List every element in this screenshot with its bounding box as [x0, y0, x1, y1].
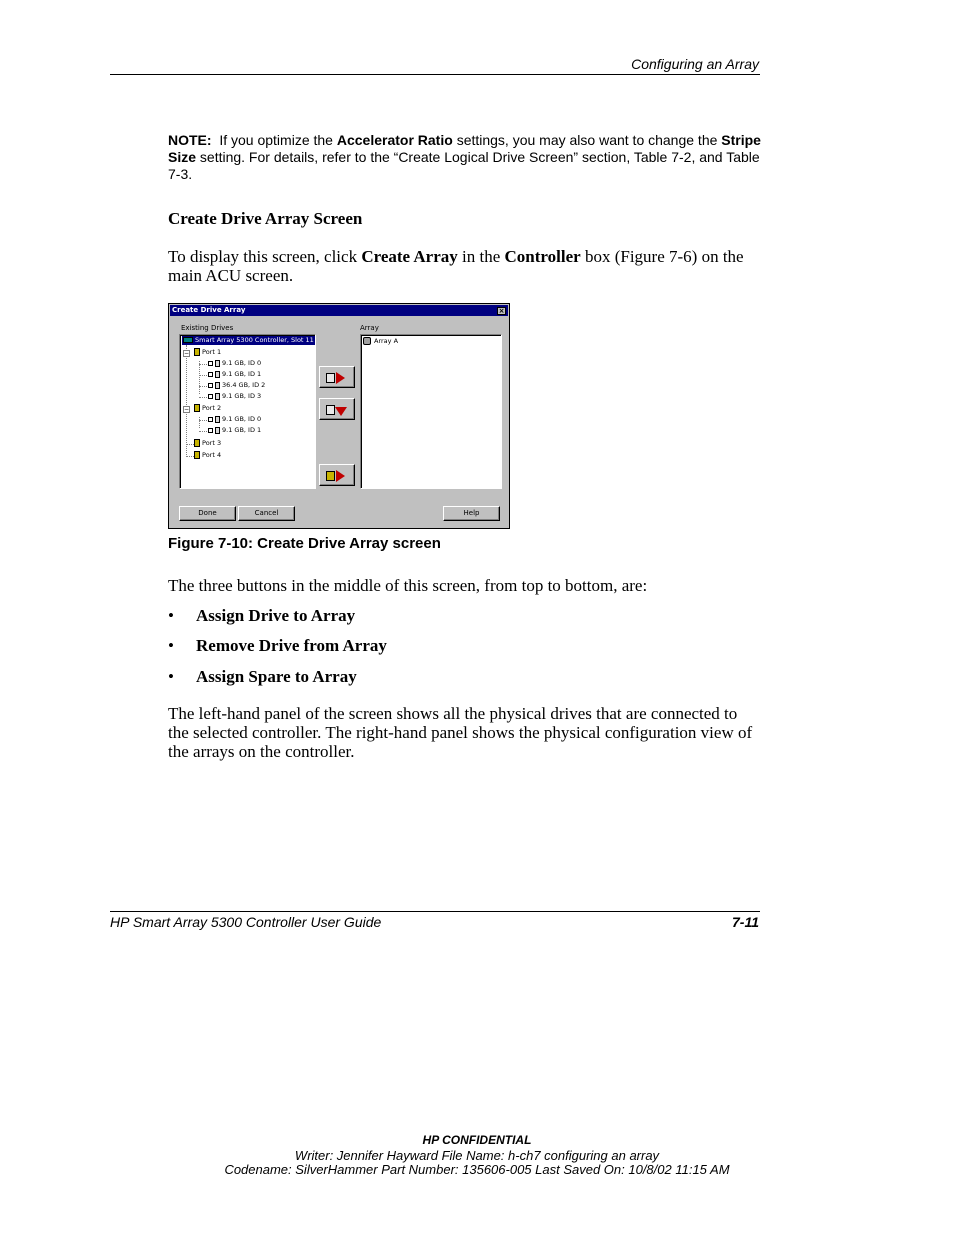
- dialog-title: Create Drive Array: [172, 306, 246, 314]
- note-term-accelerator-ratio: Accelerator Ratio: [336, 132, 453, 148]
- intro-term-controller: Controller: [504, 247, 581, 266]
- drive-checkbox[interactable]: [208, 417, 213, 422]
- tree-line: [199, 375, 207, 376]
- drive-icon: [326, 373, 335, 383]
- port-icon: [194, 404, 200, 412]
- assign-drive-button[interactable]: [319, 366, 355, 388]
- drive-icon: [215, 360, 220, 367]
- close-icon[interactable]: ×: [498, 307, 505, 315]
- tree-drive[interactable]: [208, 392, 261, 401]
- tree-drive[interactable]: [208, 359, 261, 368]
- help-button[interactable]: Help: [443, 506, 500, 521]
- existing-drives-label: Existing Drives: [181, 324, 234, 332]
- assign-spare-button[interactable]: [319, 464, 355, 486]
- create-drive-array-dialog: [168, 303, 510, 529]
- drive-label: 36.4 GB, ID 2: [222, 381, 266, 389]
- bullet-glyph: •: [168, 667, 174, 686]
- header-rule: [110, 74, 760, 75]
- drive-checkbox[interactable]: [208, 361, 213, 366]
- drive-checkbox[interactable]: [208, 383, 213, 388]
- arrow-right-icon: [336, 372, 345, 384]
- bullet-text: Remove Drive from Array: [196, 636, 387, 655]
- figure-caption: Figure 7-10: Create Drive Array screen: [168, 535, 441, 552]
- array-panel[interactable]: [360, 334, 502, 489]
- dialog-title-bar: [170, 305, 508, 316]
- drive-icon: [326, 405, 335, 415]
- tree-drive[interactable]: [208, 370, 261, 379]
- running-header: Configuring an Array: [631, 56, 759, 72]
- confidential-label: HP CONFIDENTIAL: [422, 1133, 532, 1147]
- drive-icon: [215, 371, 220, 378]
- tree-port[interactable]: [194, 451, 221, 460]
- tree-line: [199, 431, 207, 432]
- panels-paragraph: The left-hand panel of the screen shows all the physical drives that are connected to the selected controller. The right-hand panel shows the physical configuration view of the arrays on the controller.: [168, 704, 753, 761]
- note-text-2: settings, you may also want to change the: [456, 132, 718, 148]
- array-label: Array: [360, 324, 379, 332]
- collapse-icon[interactable]: −: [184, 406, 190, 413]
- port-icon: [194, 439, 200, 447]
- tree-line: [199, 417, 200, 428]
- cancel-button[interactable]: Cancel: [238, 506, 295, 521]
- port-label: Port 3: [202, 439, 222, 447]
- note-text-1: If you optimize the: [219, 132, 333, 148]
- note-text-3: setting. For details, refer to the “Create Logical Drive Screen” section, Table 7-2, and Table 7-3.: [168, 149, 760, 182]
- spare-drive-icon: [326, 471, 335, 481]
- remove-drive-button[interactable]: [319, 398, 355, 420]
- tree-line: [186, 456, 194, 457]
- bullet-text: Assign Spare to Array: [196, 667, 357, 686]
- existing-drives-panel[interactable]: [179, 334, 316, 489]
- array-icon: [363, 337, 371, 345]
- tree-line: [186, 444, 194, 445]
- arrow-down-icon: [335, 407, 347, 416]
- bullet-glyph: •: [168, 636, 174, 655]
- bullet-glyph: •: [168, 606, 174, 625]
- port-icon: [194, 451, 200, 459]
- tree-line: [186, 345, 187, 455]
- drive-label: 9.1 GB, ID 0: [222, 415, 262, 423]
- controller-label: Smart Array 5300 Controller, Slot 11: [195, 336, 314, 344]
- tree-controller[interactable]: [182, 336, 315, 345]
- intro-paragraph: [168, 247, 768, 285]
- drive-checkbox[interactable]: [208, 428, 213, 433]
- drive-label: 9.1 GB, ID 1: [222, 426, 262, 434]
- note-term-stripe-size: Stripe Size: [168, 132, 761, 165]
- tree-port[interactable]: [194, 348, 221, 357]
- tree-port[interactable]: [194, 404, 221, 413]
- controller-icon: [183, 337, 193, 343]
- tree-drive[interactable]: [208, 381, 265, 390]
- drive-checkbox[interactable]: [208, 372, 213, 377]
- footer-rule: [110, 911, 760, 912]
- port-label: Port 4: [202, 451, 222, 459]
- array-item[interactable]: [363, 337, 398, 346]
- tree-line: [199, 420, 207, 421]
- page-number: 7-11: [732, 914, 759, 930]
- done-button[interactable]: Done: [179, 506, 236, 521]
- tree-line: [199, 364, 207, 365]
- drive-label: 9.1 GB, ID 1: [222, 370, 262, 378]
- drive-icon: [215, 382, 220, 389]
- tree-line: [199, 361, 200, 394]
- tree-port[interactable]: [194, 439, 221, 448]
- tree-drive[interactable]: [208, 415, 261, 424]
- writer-line: Writer: Jennifer Hayward File Name: h-ch7 configuring an array: [294, 1148, 660, 1163]
- intro-text-3: box (Figure 7-6) on the main ACU screen.: [168, 247, 744, 285]
- drive-label: 9.1 GB, ID 3: [222, 392, 262, 400]
- port-label: Port 1: [202, 348, 222, 356]
- section-heading: Create Drive Array Screen: [168, 209, 363, 228]
- intro-term-create-array: Create Array: [361, 247, 458, 266]
- tree-drive[interactable]: [208, 426, 261, 435]
- port-label: Port 2: [202, 404, 222, 412]
- array-item-label: Array A: [374, 337, 399, 345]
- note-label: NOTE:: [168, 132, 212, 148]
- tree-line: [199, 386, 207, 387]
- drive-icon: [215, 427, 220, 434]
- footer-guide-title: HP Smart Array 5300 Controller User Guide: [110, 914, 382, 930]
- port-icon: [194, 348, 200, 356]
- note-paragraph: [168, 132, 768, 183]
- arrow-right-icon: [336, 470, 345, 482]
- bullet-text: Assign Drive to Array: [196, 606, 356, 625]
- drive-checkbox[interactable]: [208, 394, 213, 399]
- drive-icon: [215, 416, 220, 423]
- intro-text-1: To display this screen, click: [168, 247, 358, 266]
- buttons-intro-paragraph: The three buttons in the middle of this screen, from top to bottom, are:: [168, 576, 648, 595]
- drive-icon: [215, 393, 220, 400]
- intro-text-2: in the: [462, 247, 501, 266]
- codename-line: Codename: SilverHammer Part Number: 135606-005 Last Saved On: 10/8/02 11:15 AM: [224, 1162, 730, 1177]
- tree-line: [199, 397, 207, 398]
- collapse-icon[interactable]: −: [184, 350, 190, 357]
- drive-label: 9.1 GB, ID 0: [222, 359, 262, 367]
